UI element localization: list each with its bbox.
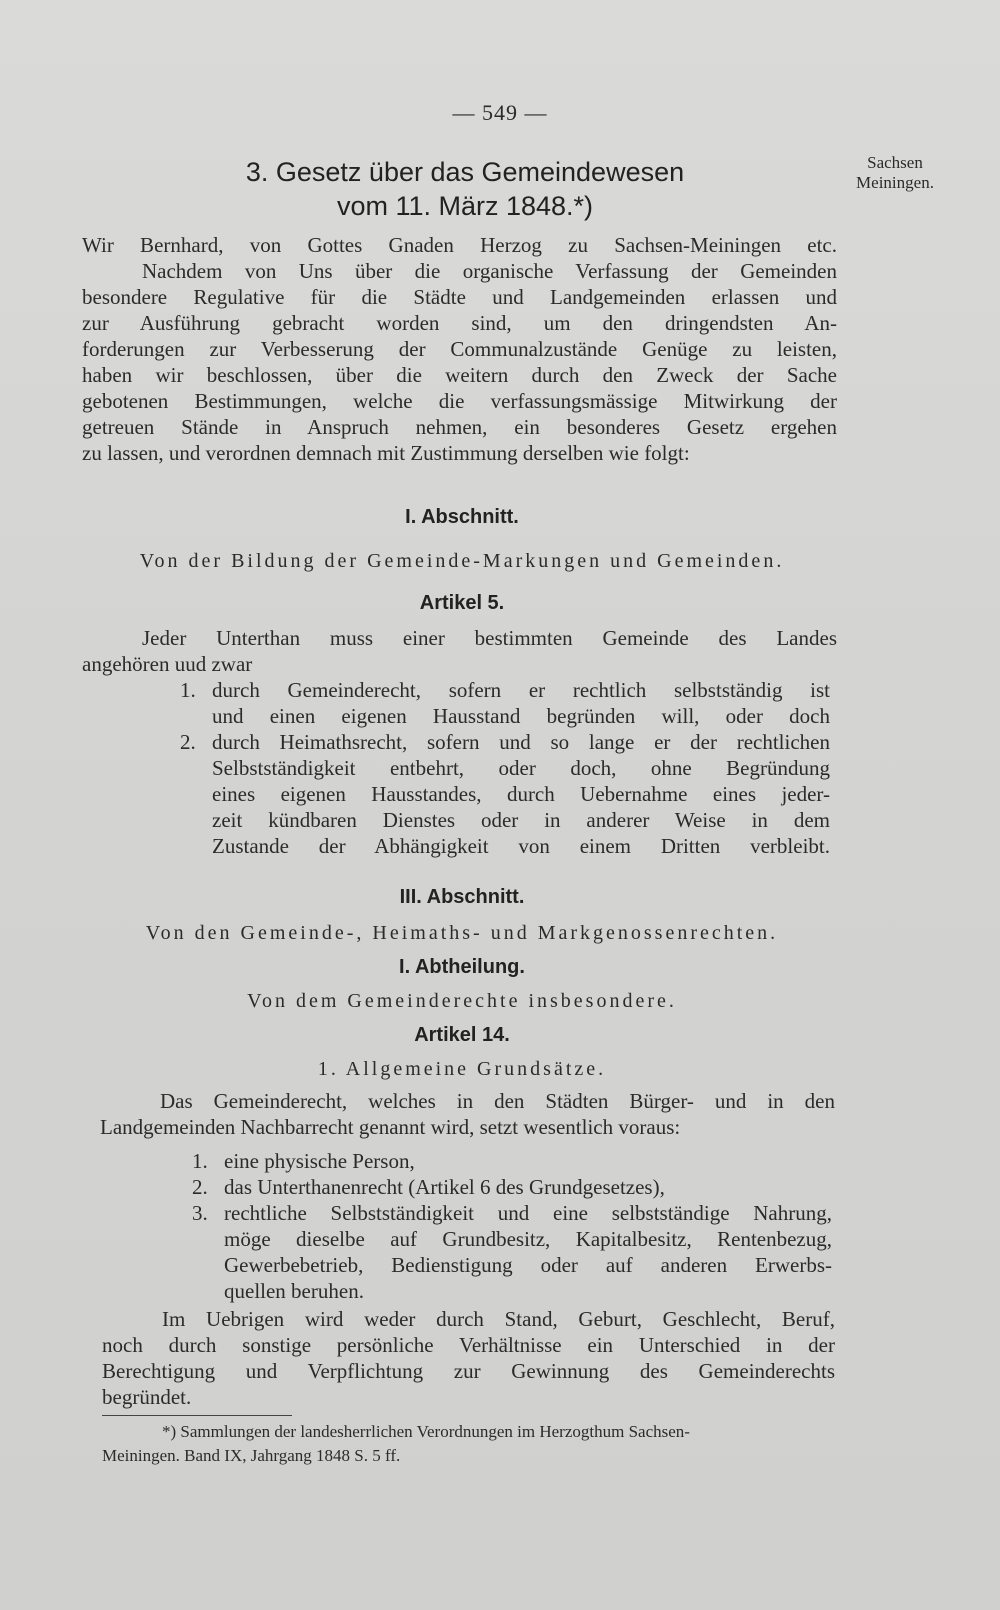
footnote-divider	[102, 1415, 292, 1416]
article-heading: Artikel 5.	[419, 592, 505, 614]
list-item	[180, 729, 830, 859]
preamble-line: besondere Regulative für die Städte und Landgemeinden erlassen und	[82, 285, 837, 309]
footnote	[102, 1420, 832, 1468]
closing-paragraph	[102, 1306, 835, 1410]
list-item-line: zeit kündbaren Dienstes oder in anderer Weise in dem	[212, 808, 830, 832]
page-number: — 549 —	[452, 100, 548, 125]
preamble-line: Wir Bernhard, von Gottes Gnaden Herzog zu Sachsen-Meiningen etc.	[82, 233, 837, 257]
list-item	[192, 1200, 832, 1304]
article-intro-line: Landgemeinden Nachbarrecht genannt wird, setzt wesentlich voraus:	[100, 1115, 681, 1139]
list-item-line: Zustande der Abhängigkeit von einem Dritten verbleibt.	[212, 834, 830, 858]
section-heading: III. Abschnitt.	[399, 886, 525, 908]
section-heading: I. Abschnitt.	[405, 506, 519, 528]
list-item-number: 1.	[192, 1149, 208, 1173]
preamble-line: zur Ausführung gebracht worden sind, um den dringendsten An-	[82, 311, 837, 335]
closing-line: Berechtigung und Verpflichtung zur Gewinnung des Gemeinderechts	[102, 1359, 835, 1383]
preamble-line: haben wir beschlossen, über die weitern durch den Zweck der Sache	[82, 363, 837, 387]
preamble-line: getreuen Stände in Anspruch nehmen, ein besonderes Gesetz ergehen	[82, 415, 837, 439]
article-intro-line: angehören uud zwar	[82, 652, 253, 676]
footnote-line: Meiningen. Band IX, Jahrgang 1848 S. 5 ff.	[102, 1446, 401, 1465]
preamble	[82, 232, 837, 466]
list-item-number: 2.	[180, 730, 196, 754]
law-title	[150, 155, 780, 223]
list-item-line: und einen eigenen Hausstand begründen will, oder doch	[212, 704, 830, 728]
list-item-line: Selbstständigkeit entbehrt, oder doch, ohne Begründung	[212, 756, 830, 780]
preamble-line: gebotenen Bestimmungen, welche die verfassungsmässige Mitwirkung der	[82, 389, 837, 413]
article-subheading: 1. Allgemeine Grundsätze.	[317, 1058, 607, 1080]
list-item-line: das Unterthanenrecht (Artikel 6 des Grundgesetzes),	[224, 1175, 665, 1199]
list-item-line: möge dieselbe auf Grundbesitz, Kapitalbesitz, Rentenbezug,	[224, 1227, 832, 1251]
article-intro-line: Jeder Unterthan muss einer bestimmten Gemeinde des Landes	[142, 626, 837, 650]
list-item-number: 1.	[180, 678, 196, 702]
article-intro	[82, 625, 837, 677]
list-item	[180, 677, 830, 729]
list-item	[192, 1148, 832, 1174]
list-item-line: eine physische Person,	[224, 1149, 415, 1173]
list-item-number: 3.	[192, 1201, 208, 1225]
section-subtitle: Von den Gemeinde-, Heimaths- und Markgenossenrechten.	[145, 922, 779, 944]
list-item-line: durch Heimathsrecht, sofern und so lange er der rechtlichen	[212, 730, 830, 754]
list-item-number: 2.	[192, 1175, 208, 1199]
list-item-line: durch Gemeinderecht, sofern er rechtlich selbstständig ist	[212, 678, 830, 702]
preamble-line: forderungen zur Verbesserung der Communalzustände Genüge zu leisten,	[82, 337, 837, 361]
list-item	[192, 1174, 832, 1200]
law-title-line: vom 11. März 1848.*)	[336, 191, 594, 221]
footnote-line: *) Sammlungen der landesherrlichen Verordnungen im Herzogthum Sachsen-	[162, 1422, 690, 1441]
article-intro	[100, 1088, 835, 1140]
margin-note-line: Meiningen.	[856, 173, 934, 192]
margin-note-line: Sachsen	[867, 153, 923, 172]
preamble-line: zu lassen, und verordnen demnach mit Zustimmung derselben wie folgt:	[82, 441, 690, 465]
list-item-line: eines eigenen Hausstandes, durch Uebernahme eines jeder-	[212, 782, 830, 806]
article-heading: Artikel 14.	[414, 1024, 510, 1046]
subsection-subtitle: Von dem Gemeinderechte insbesondere.	[247, 990, 677, 1012]
preamble-line: Nachdem von Uns über die organische Verfassung der Gemeinden	[142, 259, 837, 283]
closing-line: begründet.	[102, 1385, 192, 1409]
list-item-line: rechtliche Selbstständigkeit und eine selbstständige Nahrung,	[224, 1201, 832, 1225]
closing-line: Im Uebrigen wird weder durch Stand, Geburt, Geschlecht, Beruf,	[162, 1307, 835, 1331]
margin-note	[835, 153, 955, 193]
law-title-line: 3. Gesetz über das Gemeindewesen	[245, 157, 685, 187]
list-item-line: Gewerbebetrieb, Bedienstigung oder auf anderen Erwerbs-	[224, 1253, 832, 1277]
article-intro-line: Das Gemeinderecht, welches in den Städten Bürger- und in den	[160, 1089, 835, 1113]
subsection-heading: I. Abtheilung.	[399, 956, 525, 978]
list-item-line: quellen beruhen.	[224, 1279, 364, 1303]
section-subtitle: Von der Bildung der Gemeinde-Markungen und Gemeinden.	[139, 550, 785, 572]
closing-line: noch durch sonstige persönliche Verhältnisse ein Unterschied in der	[102, 1333, 835, 1357]
